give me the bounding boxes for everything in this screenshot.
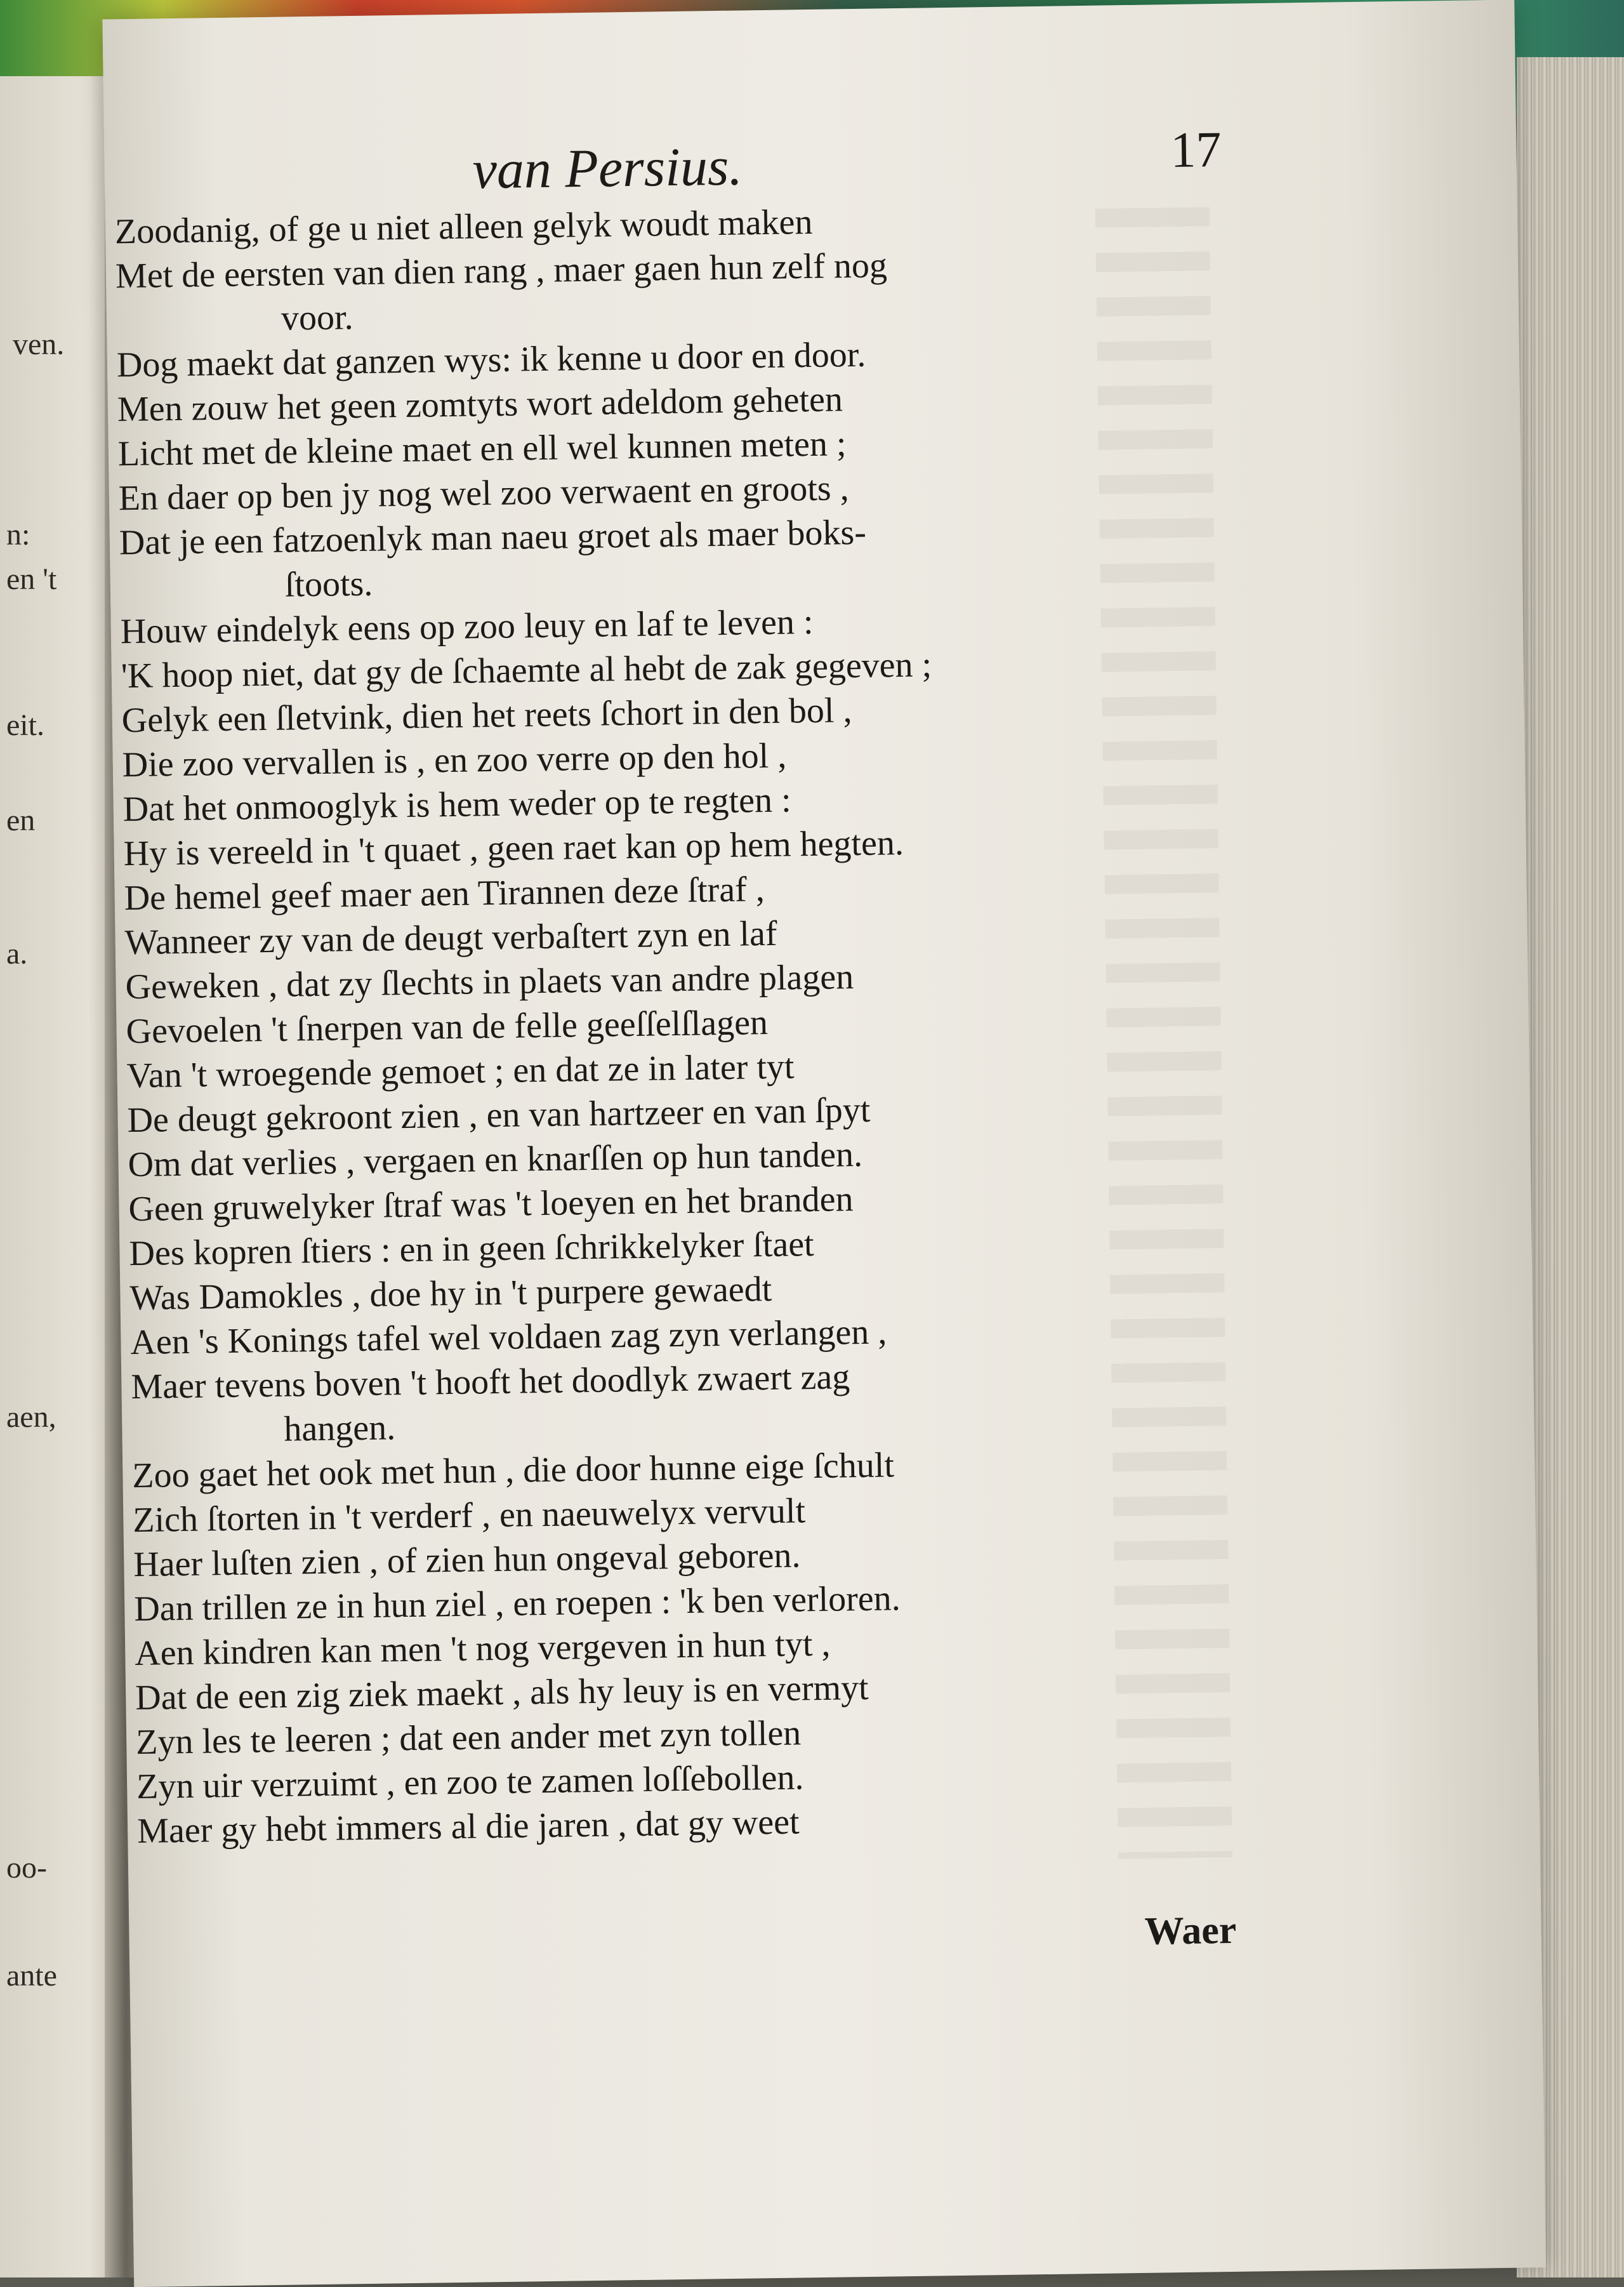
text-line: Maer gy hebt immers al die jaren , dat gy weet [136, 1802, 800, 1852]
running-title: van Persius. [472, 135, 743, 201]
text-line: Om dat verlies , vergaen en knarſſen op hun tanden. [128, 1134, 863, 1185]
text-line: Zich ſtorten in 't verderf , en naeuwelyx vervult [132, 1491, 806, 1541]
left-fragment: ven. [13, 328, 65, 361]
left-fragment: oo- [6, 1851, 47, 1885]
text-line: 'K hoop niet, dat gy de ſchaemte al hebt de zak gegeven ; [121, 645, 932, 696]
text-line: Zyn les te leeren ; dat een ander met zyn tollen [135, 1713, 802, 1763]
text-line: Geen gruwelyker ſtraf was 't loeyen en het branden [128, 1179, 854, 1230]
catchword: Waer [1144, 1908, 1237, 1953]
text-line: Aen 's Konings tafel wel voldaen zag zyn verlangen , [130, 1312, 887, 1363]
text-line: De hemel geef maer aen Tirannen deze ſtraf , [124, 870, 765, 918]
text-line: Des kopren ſtiers : en in geen ſchrikkelyker ſtaet [129, 1224, 815, 1274]
left-fragment: en [6, 804, 36, 837]
text-block [115, 194, 1255, 1853]
text-line: Houw eindelyk eens op zoo leuy en laf te leven : [120, 602, 814, 652]
text-line: Geweken , dat zy ſlechts in plaets van andre plagen [125, 957, 854, 1007]
left-fragment: aen, [6, 1400, 56, 1434]
text-line: Wanneer zy van de deugt verbaſtert zyn en laf [124, 913, 777, 963]
page-number: 17 [1170, 121, 1222, 179]
left-fragment: eit. [6, 708, 44, 742]
right-page [102, 0, 1546, 2287]
left-fragment: en 't [6, 562, 57, 596]
left-fragment: a. [6, 937, 28, 971]
text-line: Van 't wroegende gemoet ; en dat ze in later tyt [126, 1047, 795, 1096]
text-line: Dan trillen ze in hun ziel , en roepen : 'k ben verloren. [133, 1579, 901, 1629]
text-line: Dat je een fatzoenlyk man naeu groet als maer boks- [119, 512, 867, 563]
text-line: En daer op ben jy nog wel zoo verwaent en groots , [118, 468, 849, 519]
text-line: Licht met de kleine maet en ell wel kunnen meten ; [117, 424, 847, 474]
text-line: Zoo gaet het ook met hun , die door hunne eige ſchult [131, 1445, 895, 1496]
text-line: Zoodanig, of ge u niet alleen gelyk woudt maken [114, 202, 813, 252]
text-line: Was Damokles , doe hy in 't purpere gewaedt [129, 1269, 772, 1318]
text-line: Met de eersten van dien rang , maer gaen hun zelf nog [115, 246, 888, 296]
text-line: Die zoo vervallen is , en zoo verre op den hol , [122, 736, 787, 785]
text-line: Men zouw het geen zomtyts wort adeldom geheten [117, 380, 843, 430]
text-line: Zyn uir verzuimt , en zoo te zamen loſſebollen. [136, 1758, 804, 1807]
left-fragment: n: [6, 518, 30, 552]
page-header [104, 121, 1234, 207]
text-line: Dog maekt dat ganzen wys: ik kenne u door en door. [116, 335, 866, 385]
text-line: Gevoelen 't ſnerpen van de felle geeſſelſlagen [126, 1003, 769, 1052]
left-fragment: ante [6, 1959, 57, 1992]
text-line: Gelyk een ſletvink, dien het reets ſchort in den bol , [121, 691, 852, 741]
text-line: Dat de een zig ziek maekt , als hy leuy is en vermyt [135, 1667, 869, 1718]
text-line: voor. [281, 298, 353, 338]
text-line: ſtoots. [284, 564, 373, 605]
text-line: Hy is vereeld in 't quaet , geen raet kan op hem hegten. [123, 823, 904, 874]
text-line: Aen kindren kan men 't nog vergeven in hun tyt , [134, 1624, 831, 1674]
text-line: Maer tevens boven 't hooft het doodlyk zwaert zag [131, 1357, 850, 1407]
text-line: Dat het onmooglyk is hem weder op te regten : [122, 780, 791, 830]
text-line: Haer luſten zien , of zien hun ongeval geboren. [133, 1535, 801, 1585]
text-line: De deugt gekroont zien , en van hartzeer en van ſpyt [127, 1090, 871, 1141]
text-line: hangen. [283, 1408, 396, 1449]
